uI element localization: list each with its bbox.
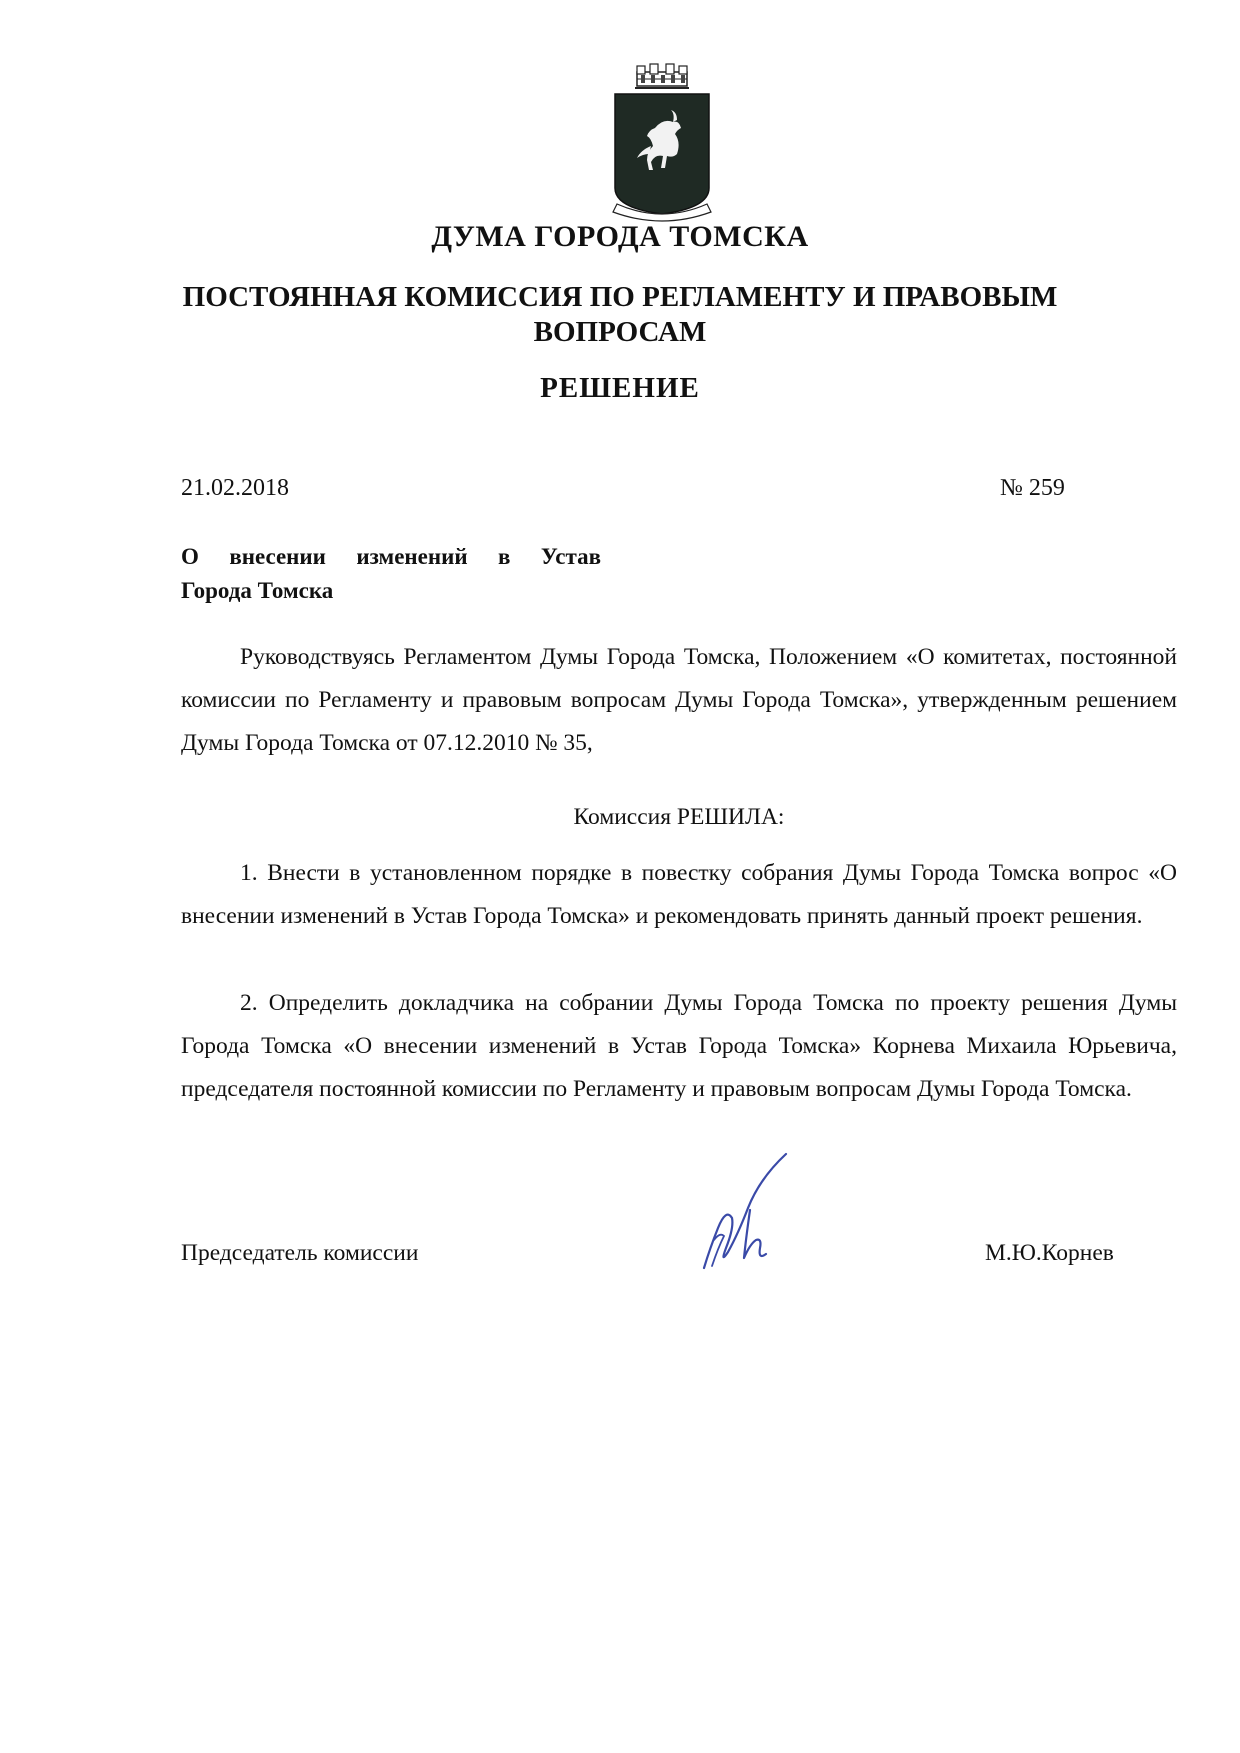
decided-heading: Комиссия РЕШИЛА:	[573, 804, 785, 830]
document-type: РЕШЕНИЕ	[540, 372, 700, 404]
subject-line-2: Города Томска	[181, 578, 334, 603]
tomsk-coat-of-arms-icon	[607, 58, 717, 222]
document-date: 21.02.2018	[181, 475, 289, 501]
document-subject	[181, 540, 601, 608]
commission-title: ПОСТОЯННАЯ КОМИССИЯ ПО РЕГЛАМЕНТУ И ПРАВОВЫМ ВОПРОСАМ	[182, 281, 1058, 348]
crown-icon	[635, 64, 689, 88]
document-number: № 259	[1000, 475, 1065, 501]
decision-item-2: 2. Определить докладчика на собрании Думы Города Томска по проекту решения Думы Города Томска «О внесении изменений в Устав Города Томска» Корнева Михаила Юрьевича, председателя постоянной комиссии по Регламенту и правовым вопросам Думы Города Томска.	[181, 990, 1177, 1102]
decision-item-1: 1. Внести в установленном порядке в повестку собрания Думы Города Томска вопрос «О внесении изменений в Устав Города Томска» и рекомендовать принять данный проект решения.	[181, 860, 1177, 929]
signer-role: Председатель комиссии	[181, 1240, 419, 1266]
subject-line-1: О внесении изменений в Устав	[181, 544, 601, 569]
handwritten-signature-icon	[690, 1148, 810, 1278]
organization-title: ДУМА ГОРОДА ТОМСКА	[431, 220, 809, 253]
signer-name: М.Ю.Корнев	[985, 1240, 1114, 1266]
intro-paragraph: Руководствуясь Регламентом Думы Города Томска, Положением «О комитетах, постоянной комиссии по Регламенту и правовым вопросам Думы Города Томска», утвержденным решением Думы Города Томска от 07.12.2010 № 35,	[181, 644, 1177, 756]
